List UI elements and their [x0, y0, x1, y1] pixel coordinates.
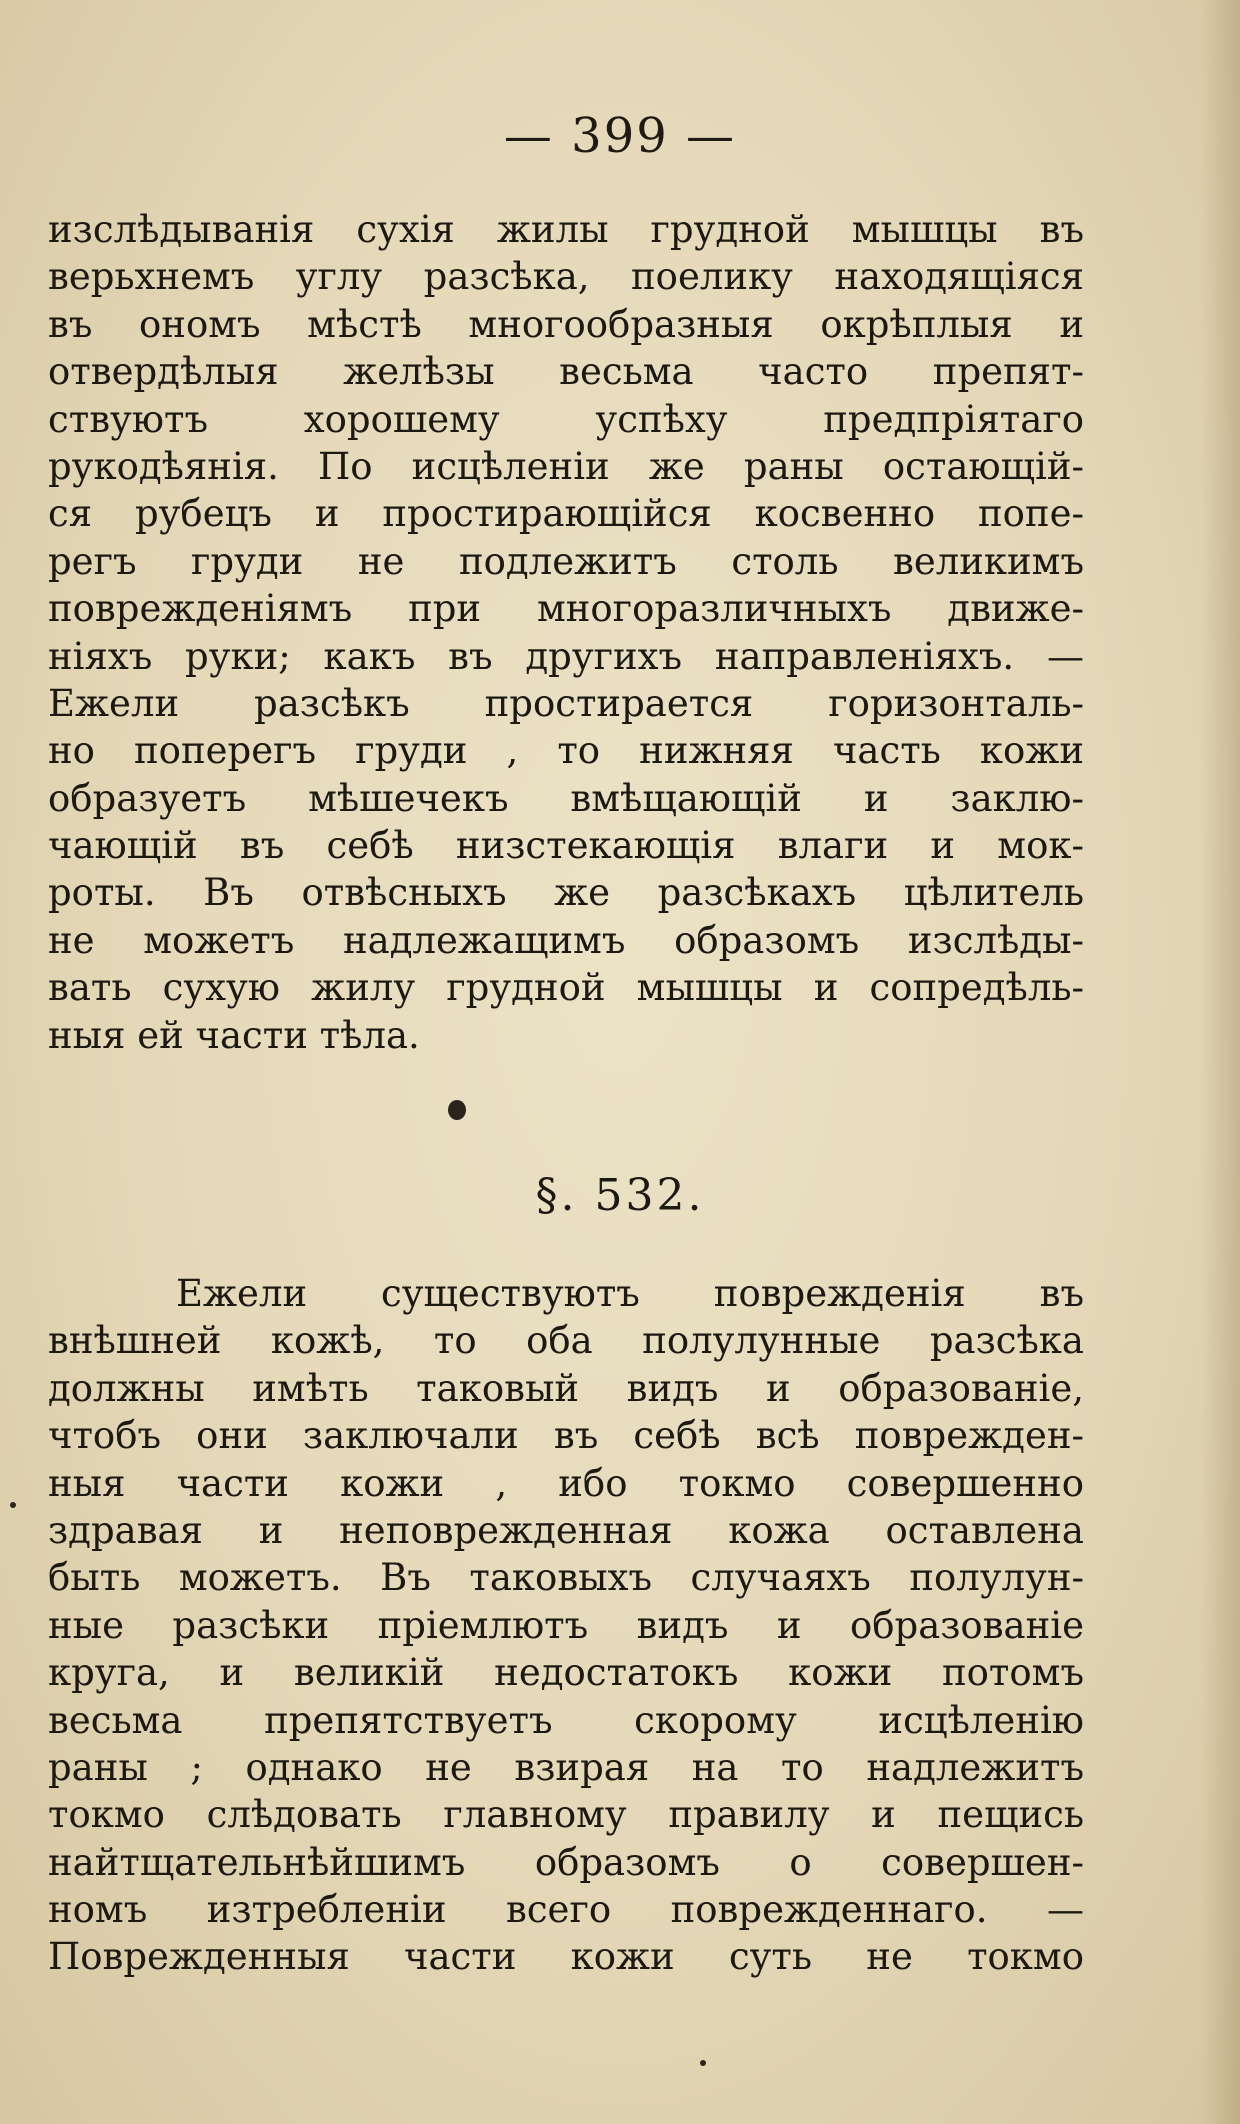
text-line: верьхнемъ углу разсѣка, поелику находящіяся [48, 255, 1084, 299]
text-line: отвердѣлыя желѣзы весьма часто препят- [48, 350, 1084, 394]
text-line: ныя части кожи , ибо токмо совершенно [48, 1461, 1084, 1505]
text-line: должны имѣть таковый видъ и образованіе, [48, 1366, 1084, 1410]
text-line: быть можетъ. Въ таковыхъ случаяхъ полулун- [48, 1556, 1084, 1600]
text-line: Ежели существуютъ поврежденія въ [176, 1272, 1084, 1315]
text-line: ся рубецъ и простирающійся косвенно попе- [48, 492, 1084, 536]
text-line: чтобъ они заключали въ себѣ всѣ поврежден- [48, 1414, 1084, 1458]
text-line: Поврежденныя части кожи суть не токмо [48, 1935, 1084, 1979]
text-line: ствуютъ хорошему успѣху предпріятаго [48, 397, 1084, 441]
text-line: раны ; однако не взирая на то надлежитъ [48, 1745, 1084, 1789]
text-line: круга, и великій недостатокъ кожи потомъ [48, 1651, 1084, 1695]
text-line: чающій въ себѣ низстекающія влаги и мок- [48, 824, 1084, 868]
page-number: — 399 — [503, 108, 737, 164]
paragraph-continuation [48, 206, 1084, 1059]
text-line: ныя ей части тѣла. [48, 1013, 420, 1057]
text-line: не можетъ надлежащимъ образомъ изслѣды- [48, 918, 1084, 962]
text-line: рукодѣянія. По исцѣленіи же раны остающій- [48, 444, 1084, 488]
text-line: ніяхъ руки; какъ въ другихъ направленіяхъ. — [48, 634, 1084, 678]
text-line: образуетъ мѣшечекъ вмѣщающій и заклю- [48, 776, 1084, 820]
ink-blot [448, 1100, 466, 1120]
section-heading: §. 532. [535, 1170, 705, 1221]
text-line: весьма препятствуетъ скорому исцѣленію [48, 1698, 1084, 1742]
paragraph-section-532 [48, 1270, 1084, 1981]
text-line: токмо слѣдовать главному правилу и пещись [48, 1793, 1084, 1837]
text-line: изслѣдыванія сухія жилы грудной мышцы въ [48, 208, 1084, 251]
text-line: здравая и неповрежденная кожа оставлена [48, 1508, 1084, 1552]
ink-speck [700, 2060, 706, 2066]
text-line: номъ изтребленіи всего поврежденнаго. — [48, 1888, 1084, 1932]
page-edge-shadow [1200, 0, 1240, 2124]
text-line: ные разсѣки пріемлютъ видъ и образованіе [48, 1603, 1084, 1647]
text-line: найтщательнѣйшимъ образомъ о совершен- [48, 1840, 1084, 1884]
ink-speck [10, 1502, 16, 1508]
text-line: поврежденіямъ при многоразличныхъ движе- [48, 587, 1084, 631]
text-line: въ ономъ мѣстѣ многообразныя окрѣплыя и [48, 302, 1084, 346]
text-line: роты. Въ отвѣсныхъ же разсѣкахъ цѣлитель [48, 871, 1084, 915]
text-line: регъ груди не подлежитъ столь великимъ [48, 539, 1084, 583]
text-line: вать сухую жилу грудной мышцы и сопредѣль- [48, 966, 1084, 1010]
text-line: внѣшней кожѣ, то оба полулунные разсѣка [48, 1319, 1084, 1363]
text-line: но поперегъ груди , то нижняя часть кожи [48, 729, 1084, 773]
text-line: Ежели разсѣкъ простирается горизонталь- [48, 681, 1084, 725]
